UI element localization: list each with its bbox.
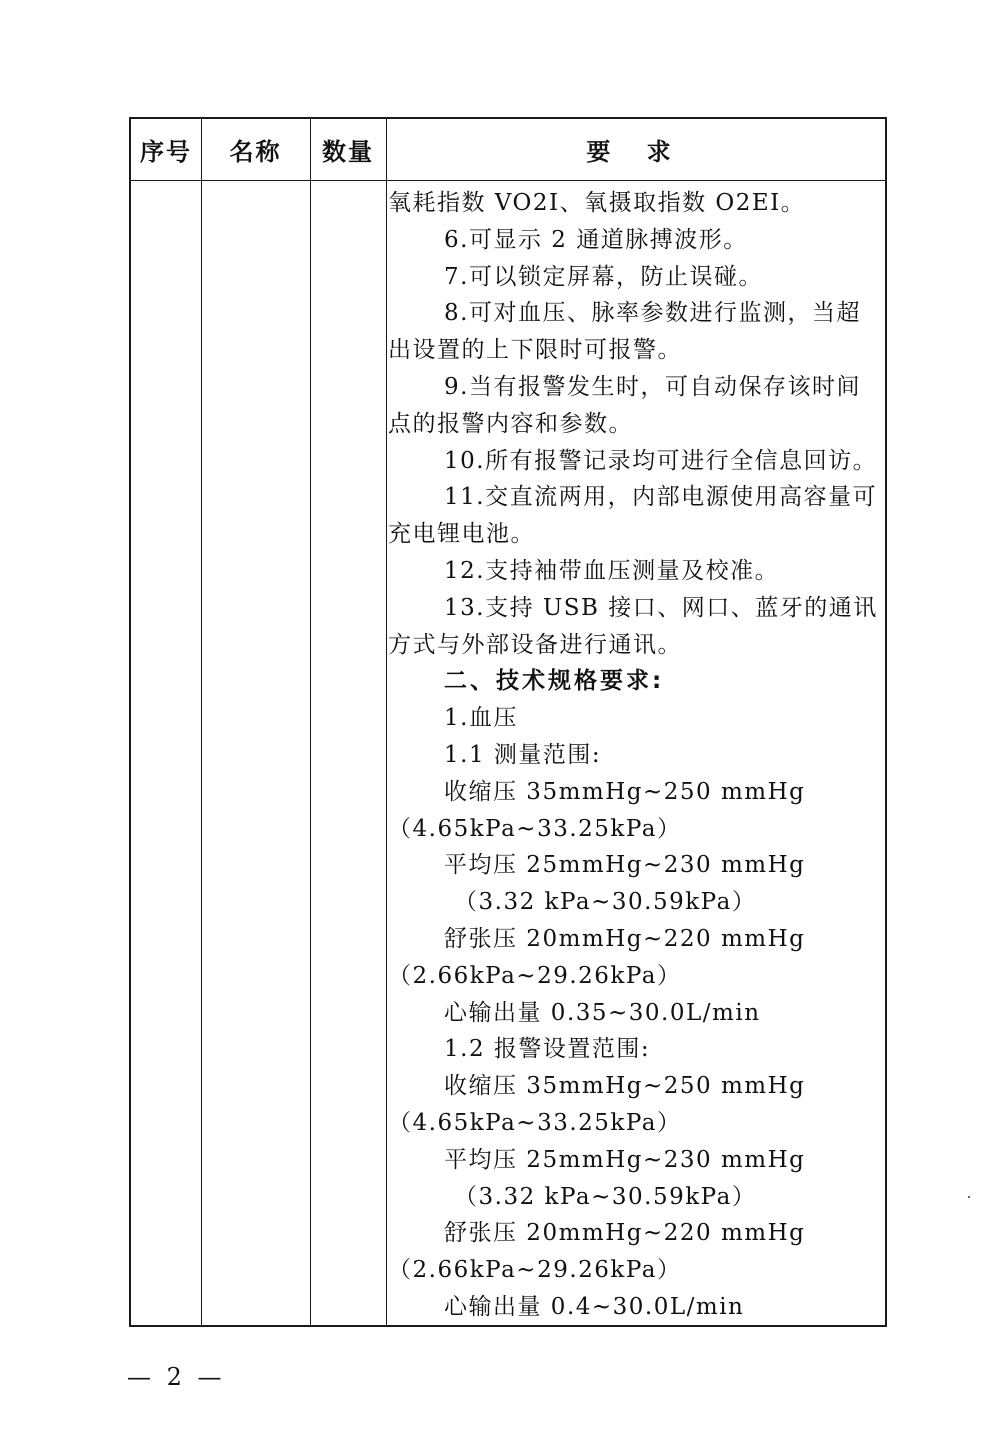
- req-line: 心输出量 0.35~30.0L/min: [444, 999, 761, 1026]
- header-name: 名称: [229, 138, 282, 166]
- req-line: 11.交直流两用，内部电源使用高容量可: [444, 484, 878, 511]
- req-line: （4.65kPa~33.25kPa）: [388, 1109, 682, 1136]
- page-number: — 2 —: [127, 1363, 226, 1391]
- req-line: 收缩压 35mmHg~250 mmHg: [444, 778, 806, 805]
- req-line: 方式与外部设备进行通讯。: [388, 631, 682, 658]
- column-divider: [201, 119, 202, 1325]
- req-line: 12.支持袖带血压测量及校准。: [444, 557, 780, 584]
- req-line: （2.66kPa~29.26kPa）: [388, 1257, 682, 1284]
- req-line: （4.65kPa~33.25kPa）: [388, 815, 682, 842]
- req-line: （3.32 kPa~30.59kPa）: [454, 889, 757, 916]
- column-divider: [386, 119, 387, 1325]
- req-line: 7.可以锁定屏幕，防止误碰。: [444, 263, 763, 290]
- header-divider: [131, 180, 885, 181]
- header-requirements: 要 求: [586, 138, 685, 166]
- req-line: 1.1 测量范围:: [444, 741, 602, 768]
- column-divider: [310, 119, 311, 1325]
- req-line: 8.可对血压、脉率参数进行监测，当超: [444, 300, 861, 327]
- req-line: 1.2 报警设置范围:: [444, 1036, 651, 1063]
- section-heading: 二、技术规格要求:: [444, 668, 665, 695]
- req-line: 平均压 25mmHg~230 mmHg: [444, 852, 806, 879]
- req-line: 6.可显示 2 通道脉搏波形。: [444, 226, 748, 253]
- header-qty: 数量: [322, 138, 374, 166]
- header-seq: 序号: [140, 138, 192, 166]
- spec-table: [129, 117, 887, 1327]
- req-line: 9.当有报警发生时，可自动保存该时间: [444, 373, 861, 400]
- req-line: 出设置的上下限时可报警。: [388, 337, 682, 364]
- req-line: （2.66kPa~29.26kPa）: [388, 962, 682, 989]
- req-line: 舒张压 20mmHg~220 mmHg: [444, 925, 806, 952]
- req-line: 充电锂电池。: [388, 521, 535, 548]
- scan-speck: [968, 1196, 970, 1198]
- req-line: 1.血压: [444, 705, 518, 732]
- req-line: 13.支持 USB 接口、网口、蓝牙的通讯: [444, 594, 878, 621]
- req-line: 平均压 25mmHg~230 mmHg: [444, 1146, 806, 1173]
- req-line: 心输出量 0.4~30.0L/min: [444, 1293, 745, 1320]
- req-line: 收缩压 35mmHg~250 mmHg: [444, 1073, 806, 1100]
- req-line: 氧耗指数 VO2I、氧摄取指数 O2EI。: [388, 190, 806, 216]
- req-line: （3.32 kPa~30.59kPa）: [454, 1183, 757, 1210]
- req-line: 舒张压 20mmHg~220 mmHg: [444, 1220, 806, 1247]
- requirements-cell: [388, 185, 885, 1326]
- req-line: 10.所有报警记录均可进行全信息回访。: [444, 447, 878, 474]
- req-line: 点的报警内容和参数。: [388, 410, 633, 437]
